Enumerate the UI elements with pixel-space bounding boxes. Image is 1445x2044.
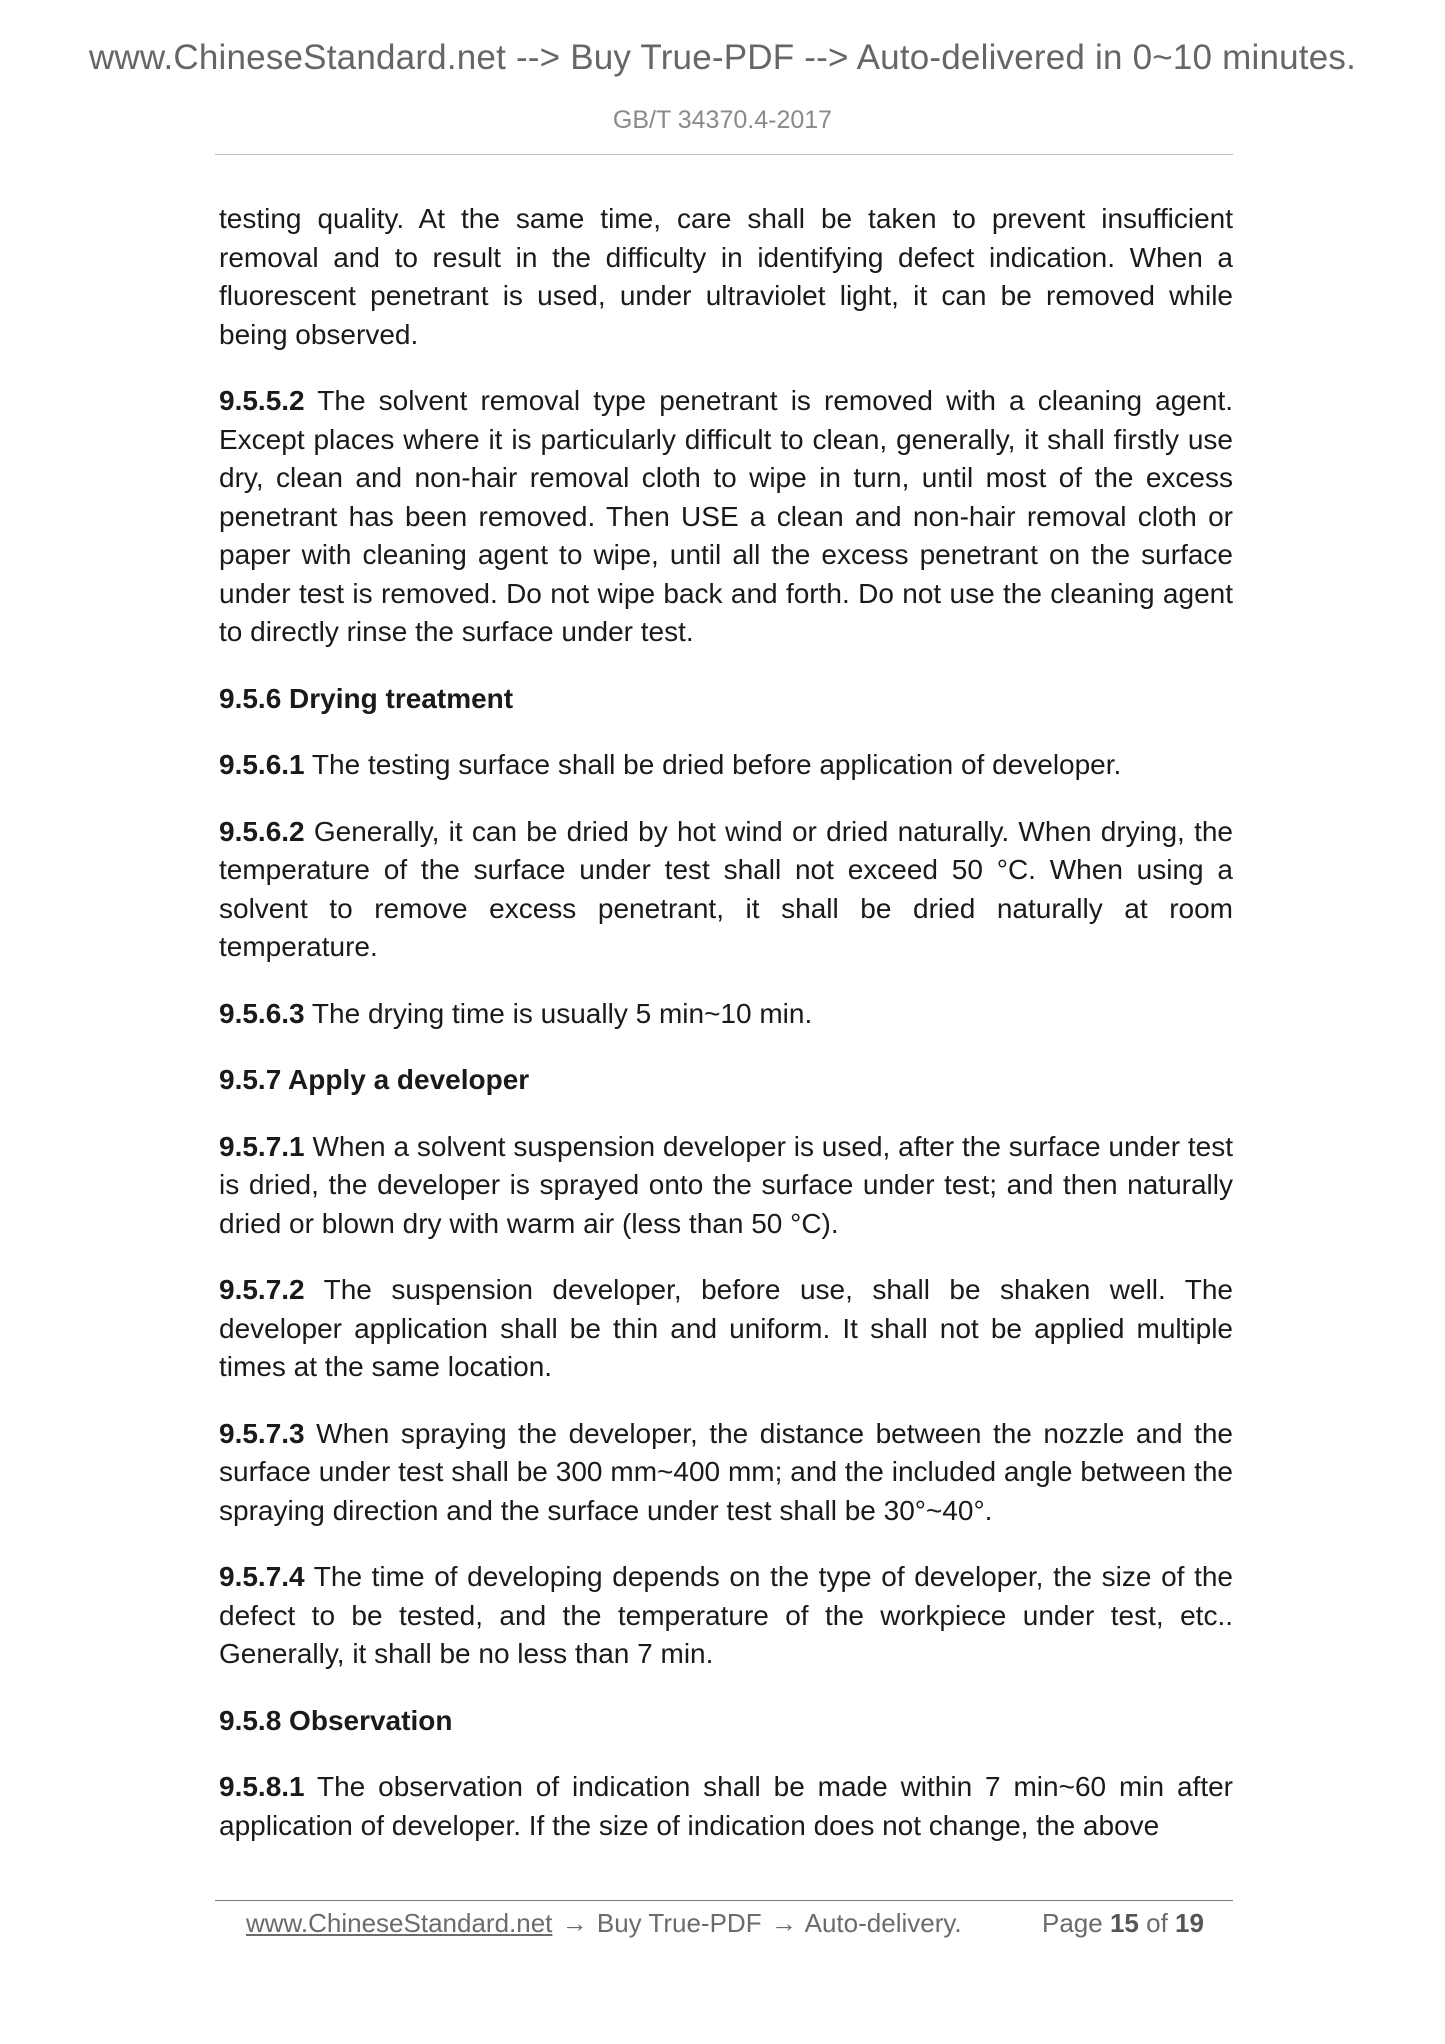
page-of-label: of bbox=[1146, 1908, 1168, 1938]
clause-number: 9.5.5.2 bbox=[219, 385, 305, 416]
clause-number: 9.5.8.1 bbox=[219, 1771, 305, 1802]
clause-9-5-5-2 bbox=[219, 382, 1233, 652]
clause-text: The observation of indication shall be made within 7 min~60 min after application of developer. If the size of indication does not change, the above bbox=[219, 1771, 1233, 1841]
clause-number: 9.5.6.3 bbox=[219, 997, 305, 1029]
clause-9-5-7-4 bbox=[219, 1558, 1233, 1674]
footer-divider bbox=[215, 1900, 1233, 1901]
page-content bbox=[219, 200, 1233, 1873]
clause-number: 9.5.7.2 bbox=[219, 1274, 305, 1305]
footer-auto-text: Auto-delivery. bbox=[804, 1908, 962, 1938]
page-footer bbox=[246, 1908, 1236, 1939]
document-code: GB/T 34370.4-2017 bbox=[612, 106, 833, 134]
section-heading-9-5-7: 9.5.7 Apply a developer bbox=[219, 1064, 530, 1095]
arrow-right-icon: → bbox=[561, 1908, 588, 1938]
clause-text: The time of developing depends on the type of developer, the size of the defect to be tested, and the temperature of the workpiece under test, etc.. Generally, it shall be no less than 7 min. bbox=[219, 1561, 1233, 1669]
clause-number: 9.5.7.1 bbox=[219, 1130, 305, 1162]
page-total: 19 bbox=[1175, 1908, 1204, 1938]
header-divider bbox=[215, 154, 1233, 155]
clause-text: When spraying the developer, the distance between the nozzle and the surface under test shall be 300 mm~400 mm; and the included angle between the spraying direction and the surface under test shall be 30°~40°. bbox=[219, 1417, 1233, 1526]
top-banner[interactable]: www.ChineseStandard.net --> Buy True-PDF --> Auto-delivered in 0~10 minutes. bbox=[88, 38, 1357, 77]
footer-site-link[interactable]: www.ChineseStandard.net bbox=[246, 1908, 553, 1938]
clause-9-5-6-3 bbox=[219, 995, 1233, 1034]
clause-9-5-6-1 bbox=[219, 746, 1233, 785]
section-heading-9-5-8: 9.5.8 Observation bbox=[219, 1704, 453, 1736]
clause-number: 9.5.6.1 bbox=[219, 749, 305, 780]
clause-text: The suspension developer, before use, shall be shaken well. The developer application shall be thin and uniform. It shall not be applied multiple times at the same location. bbox=[219, 1274, 1233, 1382]
clause-9-5-7-2 bbox=[219, 1271, 1233, 1387]
clause-number: 9.5.7.3 bbox=[219, 1417, 305, 1449]
footer-buy-text: Buy True-PDF bbox=[596, 1908, 762, 1938]
page-label: Page bbox=[1042, 1908, 1103, 1938]
page-current: 15 bbox=[1109, 1908, 1139, 1938]
clause-9-5-8-1 bbox=[219, 1768, 1233, 1845]
clause-text: When a solvent suspension developer is used, after the surface under test is dried, the developer is sprayed onto the surface under test; and then naturally dried or blown dry with warm air (less than 50 °C). bbox=[219, 1130, 1233, 1239]
clause-text: Generally, it can be dried by hot wind or dried naturally. When drying, the temperature of the surface under test shall not exceed 50 °C. When using a solvent to remove excess penetrant, it shall be dried naturally at room temperature. bbox=[219, 815, 1233, 962]
page-indicator bbox=[1042, 1908, 1204, 1939]
paragraph-continued: testing quality. At the same time, care shall be taken to prevent insufficient removal and to result in the difficulty in identifying defect indication. When a fluorescent penetrant is used, under ultraviolet light, it can be removed while being observed. bbox=[219, 203, 1233, 350]
arrow-right-icon: → bbox=[770, 1908, 797, 1938]
clause-number: 9.5.7.4 bbox=[219, 1561, 305, 1592]
clause-number: 9.5.6.2 bbox=[219, 815, 305, 847]
clause-9-5-6-2 bbox=[219, 813, 1233, 967]
clause-text: The drying time is usually 5 min~10 min. bbox=[304, 997, 813, 1029]
clause-9-5-7-3 bbox=[219, 1415, 1233, 1531]
clause-text: The solvent removal type penetrant is removed with a cleaning agent. Except places where it is particularly difficult to clean, generally, it shall firstly use dry, clean and non-hair removal cloth to wipe in turn, until most of the excess penetrant has been removed. Then USE a clean and non-hair removal cloth or paper with cleaning agent to wipe, until all the excess penetrant on the surface under test is removed. Do not wipe back and forth. Do not use the cleaning agent to directly rinse the surface under test. bbox=[219, 385, 1233, 647]
section-heading-9-5-6: 9.5.6 Drying treatment bbox=[219, 682, 514, 714]
clause-text: The testing surface shall be dried before application of developer. bbox=[304, 749, 1122, 780]
clause-9-5-7-1 bbox=[219, 1128, 1233, 1244]
